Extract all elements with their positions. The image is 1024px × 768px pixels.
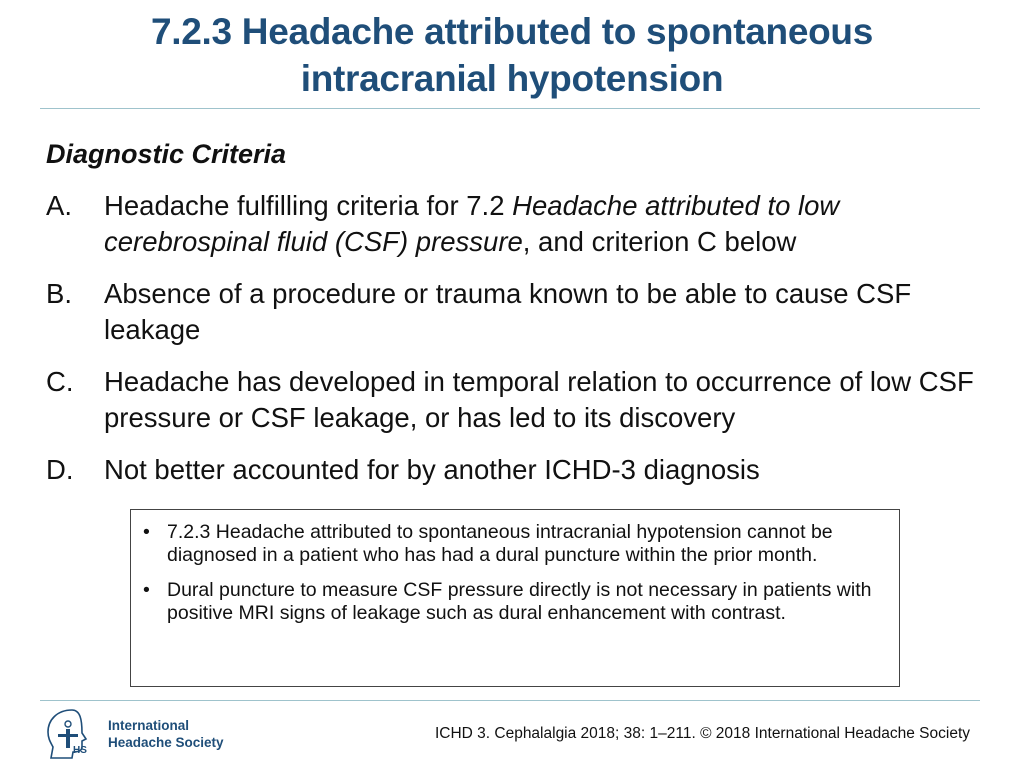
criterion-text-before: Headache fulfilling criteria for 7.2 <box>104 190 513 221</box>
bullet-icon: • <box>143 579 150 601</box>
note-text: Dural puncture to measure CSF pressure directly is not necessary in patients with positive MRI signs of leakage such as dural enhancement with contrast. <box>167 579 872 624</box>
logo-text <box>108 717 224 751</box>
criterion-c <box>46 364 981 436</box>
notes-box <box>130 509 900 687</box>
logo-line2: Headache Society <box>108 735 224 750</box>
criterion-letter: A. <box>46 190 72 221</box>
bullet-icon: • <box>143 521 150 543</box>
criterion-text: Absence of a procedure or trauma known to be able to cause CSF leakage <box>104 278 912 345</box>
section-subtitle: Diagnostic Criteria <box>46 139 287 169</box>
criterion-d <box>46 452 981 488</box>
ihs-logo <box>42 706 242 762</box>
criteria-list <box>46 188 981 504</box>
svg-text:HS: HS <box>73 745 87 756</box>
title-divider <box>40 108 980 109</box>
criterion-letter: C. <box>46 366 74 397</box>
criterion-letter: B. <box>46 278 72 309</box>
criterion-a <box>46 188 981 260</box>
ihs-head-logo-icon <box>42 707 100 761</box>
criterion-text <box>104 188 981 260</box>
note-item <box>141 521 885 567</box>
footer-divider <box>40 700 980 701</box>
criterion-b <box>46 276 981 348</box>
citation: ICHD 3. Cephalalgia 2018; 38: 1–211. © 2018 International Headache Society <box>434 725 970 742</box>
criterion-text: Not better accounted for by another ICHD-3 diagnosis <box>104 454 760 485</box>
note-item <box>141 579 885 625</box>
criterion-text-italic: Headache attributed to low cerebrospinal fluid (CSF) pressure <box>104 190 840 257</box>
slide-title <box>40 8 984 102</box>
note-text: 7.2.3 Headache attributed to spontaneous intracranial hypotension cannot be diagnosed in a patient who has had a dural puncture within the prior month. <box>167 521 833 566</box>
logo-line1: International <box>108 718 190 733</box>
slide-title-line2: intracranial hypotension <box>300 58 724 99</box>
slide-title-line1: 7.2.3 Headache attributed to spontaneous <box>151 11 873 52</box>
criterion-letter: D. <box>46 454 74 485</box>
criterion-text: Headache has developed in temporal relation to occurrence of low CSF pressure or CSF leakage, or has led to its discovery <box>104 366 974 433</box>
criterion-text-after: , and criterion C below <box>522 226 797 257</box>
